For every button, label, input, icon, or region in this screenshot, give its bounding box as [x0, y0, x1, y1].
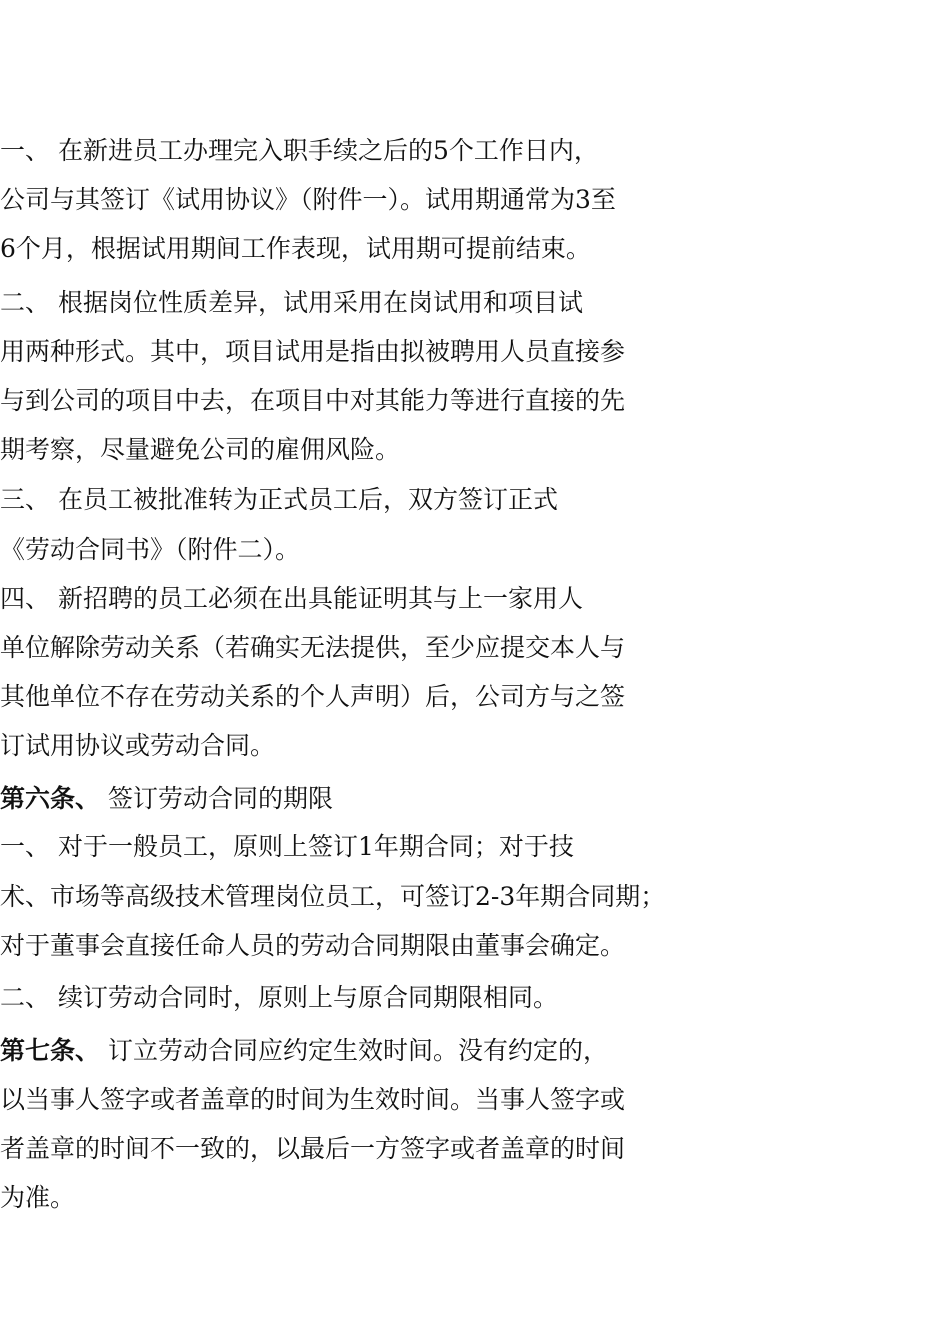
line-text: 以当事人签字或者盖章的时间为生效时间。当事人签字或: [0, 1085, 626, 1114]
line-19: [0, 1031, 950, 1071]
line-text: 《劳动合同书》（附件二）。: [0, 535, 301, 564]
line-7: [0, 430, 950, 470]
line-text: 二、 根据岗位性质差异，试用采用在岗试用和项目试: [0, 288, 583, 317]
line-text: 三、 在员工被批准转为正式员工后，双方签订正式: [0, 485, 558, 514]
line-text: 为准。: [0, 1183, 76, 1212]
line-8: [0, 480, 950, 520]
article-label: 第七条、: [0, 1036, 101, 1065]
line-text: 期考察，尽量避免公司的雇佣风险。: [0, 435, 401, 464]
line-15: [0, 827, 950, 867]
line-text: 术、市场等高级技术管理岗位员工，可签订2-3年期合同期；: [0, 882, 666, 911]
article-body: 订立劳动合同应约定生效时间。没有约定的，: [100, 1036, 608, 1065]
line-text: 者盖章的时间不一致的，以最后一方签字或者盖章的时间: [0, 1134, 626, 1163]
line-text: 四、 新招聘的员工必须在出具能证明其与上一家用人: [0, 584, 583, 613]
line-text: 与到公司的项目中去，在项目中对其能力等进行直接的先: [0, 386, 626, 415]
line-text: [0, 779, 333, 819]
line-text: 公司与其签订《试用协议》（附件一）。试用期通常为3至: [0, 185, 616, 214]
line-16: [0, 877, 950, 917]
line-5: [0, 332, 950, 372]
line-21: [0, 1129, 950, 1169]
line-text: 其他单位不存在劳动关系的个人声明）后，公司方与之签: [0, 682, 626, 711]
line-22: [0, 1178, 950, 1218]
line-text: 6个月，根据试用期间工作表现，试用期可提前结束。: [0, 234, 591, 263]
line-18: [0, 978, 950, 1018]
line-9: [0, 530, 950, 570]
line-10: [0, 579, 950, 619]
line-text: 一、 对于一般员工，原则上签订1年期合同；对于技: [0, 832, 574, 861]
line-14: [0, 779, 950, 819]
line-20: [0, 1080, 950, 1120]
line-text: 订试用协议或劳动合同。: [0, 731, 276, 760]
line-6: [0, 381, 950, 421]
line-text: [0, 1031, 608, 1071]
line-11: [0, 628, 950, 668]
line-text: 二、 续订劳动合同时，原则上与原合同期限相同。: [0, 983, 558, 1012]
line-2: [0, 180, 950, 220]
line-3: [0, 229, 950, 269]
line-1: [0, 131, 950, 171]
line-text: 用两种形式。其中，项目试用是指由拟被聘用人员直接参: [0, 337, 626, 366]
line-13: [0, 726, 950, 766]
line-17: [0, 926, 950, 966]
article-heading: 签订劳动合同的期限: [100, 784, 333, 813]
line-text: 一、 在新进员工办理完入职手续之后的5个工作日内，: [0, 136, 599, 165]
line-text: 单位解除劳动关系（若确实无法提供，至少应提交本人与: [0, 633, 626, 662]
line-4: [0, 283, 950, 323]
article-label: 第六条、: [0, 784, 101, 813]
line-12: [0, 677, 950, 717]
line-text: 对于董事会直接任命人员的劳动合同期限由董事会确定。: [0, 931, 626, 960]
